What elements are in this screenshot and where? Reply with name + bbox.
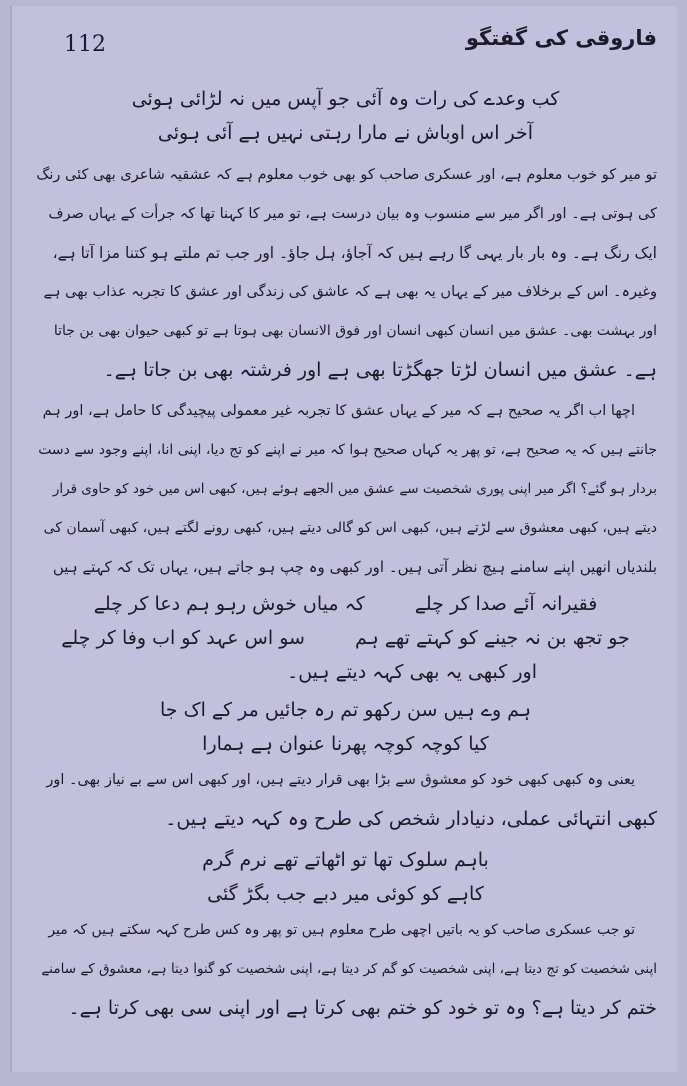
paragraph — [34, 156, 657, 390]
text-line: دیتے ہیں، کبھی معشوق سے لڑتے ہیں، کبھی اس کو گالی دیتے ہیں، کبھی رونے لگتے ہیں، کبھی آسمان کی — [43, 520, 657, 536]
paragraph — [34, 911, 657, 1028]
text-line: کبھی انتہائی عملی، دنیادار شخص کی طرح وہ کہہ دیتے ہیں۔ — [165, 808, 657, 830]
verse-line: ہم وے ہیں سن رکھو تم رہ جائیں مر کے اک جا — [160, 699, 531, 721]
verse-line — [34, 587, 657, 621]
text-line: یعنی وہ کبھی کبھی خود کو معشوق سے بڑا بھی قرار دیتے ہیں، اور کبھی اس سے بے نیاز بھی۔ اور — [46, 772, 635, 788]
verse-block — [34, 82, 657, 150]
paragraph — [34, 761, 657, 839]
page-number: 112 — [64, 32, 106, 57]
verse-block — [34, 693, 657, 761]
verse-line: کب وعدے کی رات وہ آئی جو آپس میں نہ لڑائی ہوئی — [131, 88, 560, 110]
running-head: فاروقی کی گفتگو — [465, 26, 657, 50]
verse-line — [34, 621, 657, 655]
text-line: جانتے ہیں کہ یہ صحیح ہے، تو پھر یہ کہاں صحیح ہوا کہ میر نے اپنے کو تج دیا، اپنی انا، اپنے وجود سے دست — [38, 442, 657, 458]
text-line: ختم کر دیتا ہے؟ وہ تو خود کو ختم بھی کرتا ہے اور اپنی سی بھی کرتا ہے۔ — [68, 997, 657, 1019]
text-line: اپنی شخصیت کو تج دیتا ہے، اپنی شخصیت کو گم کر دیتا ہے، اپنی شخصیت کو گنوا دیتا ہے، معشوق کے سامنے — [41, 961, 657, 977]
verse-block — [34, 843, 657, 911]
hemistich: کہ میاں خوش رہو ہم دعا کر چلے — [93, 593, 365, 615]
text-line: اور بہشت بھی۔ عشق میں انسان کبھی انسان اور فوق الانسان بھی ہوتا ہے تو کبھی حیوان بھی بن جاتا — [53, 323, 657, 339]
verse-line: کاہے کو کوئی میر دبے جب بگڑ گئی — [207, 883, 484, 905]
hemistich: سو اس عہد کو اب وفا کر چلے — [61, 627, 305, 649]
hemistich: جو تجھ بن نہ جینے کو کہتے تھے ہم — [354, 627, 630, 649]
verse-line: باہم سلوک تھا تو اٹھاتے تھے نرم گرم — [202, 849, 489, 871]
text-line: بردار ہو گئے؟ اگر میر اپنی پوری شخصیت سے عشق میں الجھے ہوئے ہیں، کبھی اس میں خود کو حاوی قرار — [52, 481, 657, 497]
hemistich: فقیرانہ آئے صدا کر چلے — [414, 593, 598, 615]
text-line: تو جب عسکری صاحب کو یہ باتیں اچھی طرح معلوم ہیں تو پھر وہ کس طرح کہہ سکتے ہیں کہ میر — [48, 922, 635, 938]
text-line: اچھا اب اگر یہ صحیح ہے کہ میر کے یہاں عشق کا تجربہ غیر معمولی پیچیدگی کا حامل ہے، اور ہم — [42, 403, 635, 419]
text-line: کی ہوتی ہے۔ اور اگر میر سے منسوب وہ بیان درست ہے، تو میر کا کہنا تھا کہ جرأت کے یہاں صرف — [48, 206, 657, 222]
book-page — [10, 6, 677, 1072]
verse-line: آخر اس اوباش نے مارا رہتی نہیں ہے آئی ہوئی — [157, 122, 534, 144]
intro-line: اور کبھی یہ بھی کہہ دیتے ہیں۔ — [287, 661, 537, 683]
verse-line: کیا کوچہ کوچہ پھرنا عنوان ہے ہمارا — [202, 733, 489, 755]
page-body — [34, 82, 657, 1028]
text-line: ایک رنگ ہے۔ وہ بار بار یہی گا رہے ہیں کہ آجاؤ، ہل جاؤ۔ اور جب تم ملتے ہو کتنا مزا آتا ہے، — [52, 244, 657, 262]
text-line: ہے۔ عشق میں انسان لڑتا جھگڑتا بھی ہے اور فرشتہ بھی بن جاتا ہے۔ — [103, 359, 657, 381]
text-line: وغیرہ۔ اس کے برخلاف میر کے یہاں یہ بھی ہے کہ عاشق کی زندگی اور عشق کا تجربہ عذاب بھی ہے — [43, 284, 657, 300]
text-line: بلندیاں انھیں اپنے سامنے ہیچ نظر آتی ہیں۔ اور کبھی وہ چپ ہو جاتے ہیں، یہاں تک کہ کہتے ہیں — [52, 558, 657, 576]
paragraph — [34, 392, 657, 587]
text-line: تو میر کو خوب معلوم ہے، اور عسکری صاحب کو بھی خوب معلوم ہے کہ عشقیہ شاعری بھی کئی رنگ — [36, 167, 657, 183]
